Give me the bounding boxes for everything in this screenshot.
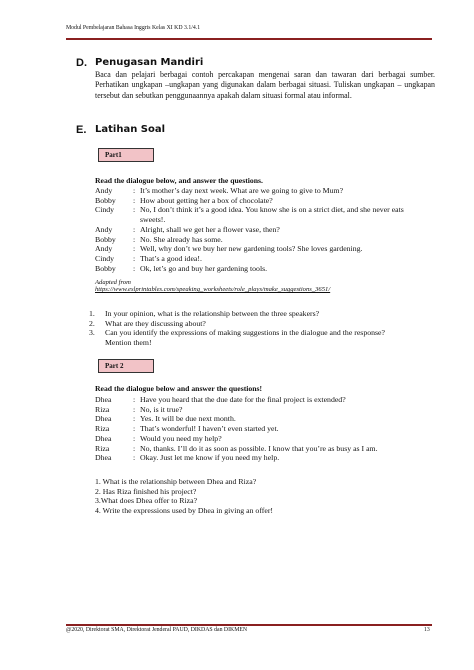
- speaker-name: Dhea: [95, 414, 112, 424]
- speaker-separator: :: [133, 433, 136, 443]
- speaker-name: Bobby: [95, 263, 116, 273]
- dialogue-line: [95, 444, 415, 454]
- header-divider: [66, 38, 432, 40]
- dialogue-line: [95, 205, 405, 224]
- utterance: It’s mother’s day next week. What are we going to give to Mum?: [140, 186, 344, 195]
- part2-label: Part 2: [105, 362, 124, 370]
- utterance: No, I don’t think it’s a good idea. You know she is on a strict diet, and she never eats sweets!.: [140, 205, 404, 225]
- utterance: Alright, shall we get her a flower vase, then?: [140, 224, 280, 234]
- question-item: 4. Write the expressions used by Dhea in giving an offer!: [95, 506, 274, 516]
- speaker-separator: :: [133, 234, 136, 244]
- speaker-name: Andy: [95, 186, 113, 195]
- utterance: That’s wonderful! I haven’t even started yet.: [140, 424, 279, 434]
- utterance: Yes. It will be due next month.: [140, 414, 236, 424]
- speaker-separator: :: [133, 224, 136, 234]
- dialogue-line: [95, 405, 415, 415]
- speaker-separator: :: [133, 443, 136, 453]
- dialogue-line: [95, 186, 405, 196]
- question-number: 1.: [89, 309, 95, 318]
- speaker-name: Andy: [95, 224, 113, 234]
- speaker-separator: :: [133, 205, 136, 215]
- utterance: Well, why don’t we buy her new gardening tools? She loves gardening.: [140, 244, 363, 254]
- utterance: Okay. Just let me know if you need my help.: [140, 453, 280, 463]
- source-link[interactable]: https://www.eslprintables.com/speaking_worksheets/role_plays/make_suggestions_3651/: [95, 286, 331, 293]
- section-d-letter: D.: [76, 57, 87, 69]
- part1-label-box: [98, 148, 154, 162]
- part1-source: [95, 279, 330, 293]
- utterance: No, thanks. I’ll do it as soon as possible. I know that you’re as busy as I am.: [140, 443, 378, 453]
- utterance: Ok, let’s go and buy her gardening tools.: [140, 263, 268, 273]
- question-text: Can you identify the expressions of making suggestions in the dialogue and the response? Mention them!: [105, 328, 385, 348]
- speaker-name: Cindy: [95, 253, 115, 263]
- speaker-separator: :: [133, 244, 136, 254]
- part2-questions: [95, 477, 273, 516]
- footer-divider: [66, 624, 432, 626]
- dialogue-line: [95, 395, 415, 405]
- utterance: Have you heard that the due date for the final project is extended?: [140, 395, 346, 404]
- speaker-separator: :: [133, 414, 136, 424]
- speaker-separator: :: [133, 186, 136, 195]
- speaker-name: Dhea: [95, 453, 112, 463]
- dialogue-line: [95, 254, 405, 264]
- speaker-name: Andy: [95, 244, 113, 254]
- question-item: [89, 309, 399, 319]
- speaker-name: Bobby: [95, 234, 116, 244]
- question-item: [89, 328, 399, 347]
- speaker-name: Riza: [95, 424, 110, 434]
- utterance: How about getting her a box of chocolate?: [140, 195, 273, 205]
- part1-instruction: Read the dialogue below, and answer the questions.: [95, 176, 263, 185]
- speaker-name: Cindy: [95, 205, 115, 215]
- dialogue-line: [95, 264, 405, 274]
- speaker-name: Riza: [95, 443, 110, 453]
- dialogue-line: [95, 414, 415, 424]
- dialogue-line: [95, 424, 415, 434]
- speaker-name: Bobby: [95, 195, 116, 205]
- section-e-title: Latihan Soal: [95, 124, 166, 135]
- dialogue-line: [95, 196, 405, 206]
- dialogue-line: [95, 244, 405, 254]
- speaker-separator: :: [133, 253, 136, 263]
- speaker-name: Dhea: [95, 395, 112, 404]
- question-number: 2.: [89, 318, 95, 328]
- speaker-separator: :: [133, 453, 136, 463]
- speaker-separator: :: [133, 195, 136, 205]
- part2-label-box: [98, 359, 154, 373]
- part1-label: Part1: [105, 151, 122, 159]
- part2-dialogue: [95, 395, 415, 463]
- dialogue-line: [95, 434, 415, 444]
- part1-dialogue: [95, 186, 405, 273]
- page-footer: @2020, Direktorat SMA, Direktorat Jenderal PAUD, DIKDAS dan DIKMEN: [66, 627, 248, 633]
- question-number: 3.: [89, 328, 95, 338]
- speaker-separator: :: [133, 404, 136, 414]
- part2-instruction: Read the dialogue below and answer the questions!: [95, 384, 263, 393]
- question-item: 1. What is the relationship between Dhea and Riza?: [95, 477, 257, 486]
- page-header: Modul Pembelajaran Bahasa Inggris Kelas XI KD 3.1/4.1: [66, 25, 201, 31]
- page-number: 13: [424, 627, 430, 633]
- speaker-separator: :: [133, 395, 136, 404]
- question-text: In your opinion, what is the relationship between the three speakers?: [105, 309, 320, 318]
- dialogue-line: [95, 235, 405, 245]
- utterance: Would you need my help?: [140, 433, 222, 443]
- speaker-name: Dhea: [95, 433, 112, 443]
- speaker-separator: :: [133, 263, 136, 273]
- source-label: Adapted from: [95, 279, 131, 286]
- section-e-letter: E.: [76, 124, 87, 136]
- speaker-separator: :: [133, 424, 136, 434]
- speaker-name: Riza: [95, 404, 110, 414]
- utterance: No, is it true?: [140, 404, 183, 414]
- question-item: 3.What does Dhea offer to Riza?: [95, 496, 198, 506]
- section-d-title: Penugasan Mandiri: [95, 57, 204, 68]
- utterance: That’s a good idea!.: [140, 253, 202, 263]
- dialogue-line: [95, 453, 415, 463]
- dialogue-line: [95, 225, 405, 235]
- part1-questions: [89, 309, 399, 348]
- section-d-paragraph: Baca dan pelajari berbagai contoh percakapan mengenai saran dan tawaran dari berbagai sumber. Perhatikan ungkapan –ungkapan yang digunakan dalam berbagai situasi. Tuliskan ungkapan – ungkapan tersebut dan sebutkan penggunaannya apakah dalam situasi formal atau informal.: [95, 70, 435, 100]
- question-text: What are they discussing about?: [105, 318, 206, 328]
- question-item: 2. Has Riza finished his project?: [95, 486, 197, 496]
- utterance: No. She already has some.: [140, 234, 223, 244]
- question-item: [89, 319, 399, 329]
